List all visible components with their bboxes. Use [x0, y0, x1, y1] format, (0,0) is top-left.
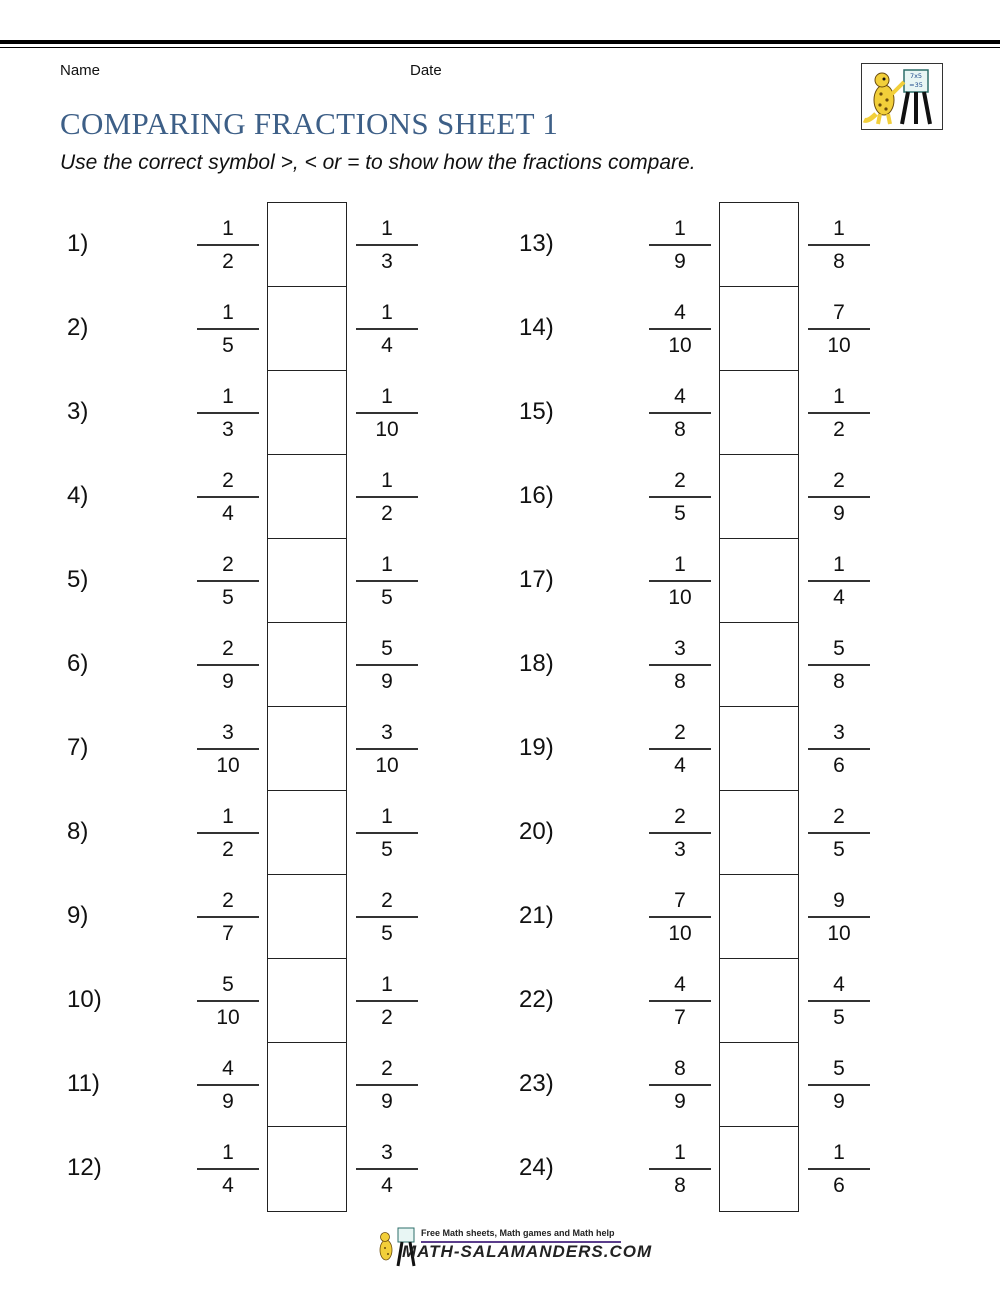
denominator: 6	[833, 753, 845, 777]
numerator: 1	[222, 301, 234, 324]
problem-number: 22)	[519, 986, 554, 1013]
denominator: 5	[674, 501, 686, 525]
denominator: 4	[381, 333, 393, 357]
fraction-bar	[649, 916, 711, 918]
denominator: 10	[668, 585, 692, 609]
numerator: 3	[381, 1141, 393, 1164]
denominator: 2	[222, 249, 234, 273]
right-fraction	[356, 719, 418, 779]
numerator: 1	[222, 1141, 234, 1164]
problem-row	[67, 874, 467, 958]
right-fraction	[808, 467, 870, 527]
problem-row	[519, 706, 919, 790]
fraction-bar	[808, 328, 870, 330]
denominator: 3	[674, 837, 686, 861]
numerator: 5	[381, 637, 393, 660]
right-fraction	[356, 803, 418, 863]
problem-row	[519, 1126, 919, 1210]
problem-row	[519, 958, 919, 1042]
top-rule-thin	[0, 47, 1000, 48]
left-fraction	[649, 971, 711, 1031]
numerator: 1	[381, 805, 393, 828]
problem-number: 16)	[519, 482, 554, 509]
numerator: 1	[222, 217, 234, 240]
problem-row	[519, 1042, 919, 1126]
numerator: 8	[674, 1057, 686, 1080]
left-fraction	[649, 551, 711, 611]
denominator: 9	[222, 1089, 234, 1113]
right-fraction	[808, 551, 870, 611]
numerator: 4	[674, 301, 686, 324]
left-fraction	[197, 1139, 259, 1199]
left-fraction	[649, 719, 711, 779]
fraction-bar	[356, 496, 418, 498]
denominator: 5	[833, 837, 845, 861]
problem-number: 23)	[519, 1070, 554, 1097]
left-fraction	[197, 215, 259, 275]
denominator: 5	[381, 837, 393, 861]
numerator: 2	[674, 805, 686, 828]
numerator: 3	[222, 721, 234, 744]
right-fraction	[808, 1139, 870, 1199]
fraction-bar	[649, 1000, 711, 1002]
problem-row	[519, 286, 919, 370]
denominator: 10	[216, 1005, 240, 1029]
problem-number: 19)	[519, 734, 554, 761]
problem-row	[67, 370, 467, 454]
page-title: COMPARING FRACTIONS SHEET 1	[60, 106, 559, 141]
problem-number: 2)	[67, 314, 89, 341]
denominator: 4	[222, 1173, 234, 1197]
denominator: 2	[222, 837, 234, 861]
left-fraction	[197, 635, 259, 695]
right-fraction	[356, 383, 418, 443]
name-label: Name	[60, 62, 101, 79]
problem-row	[67, 286, 467, 370]
fraction-bar	[197, 916, 259, 918]
denominator: 9	[833, 1089, 845, 1113]
problem-row	[519, 874, 919, 958]
numerator: 2	[222, 553, 234, 576]
instructions-text: Use the correct symbol >, < or = to show how the fractions compare.	[60, 151, 696, 174]
numerator: 1	[674, 1141, 686, 1164]
problem-row	[519, 790, 919, 874]
problem-row	[67, 538, 467, 622]
fraction-bar	[808, 664, 870, 666]
problem-row	[67, 706, 467, 790]
problem-row	[519, 538, 919, 622]
denominator: 6	[833, 1173, 845, 1197]
denominator: 10	[827, 333, 851, 357]
problem-number: 5)	[67, 566, 89, 593]
denominator: 9	[833, 501, 845, 525]
fraction-bar	[356, 664, 418, 666]
right-fraction	[356, 635, 418, 695]
denominator: 8	[674, 417, 686, 441]
denominator: 2	[833, 417, 845, 441]
numerator: 1	[833, 217, 845, 240]
left-fraction	[197, 887, 259, 947]
denominator: 8	[833, 249, 845, 273]
right-fraction	[356, 971, 418, 1031]
footer-tagline: Free Math sheets, Math games and Math help	[421, 1228, 615, 1238]
numerator: 1	[833, 553, 845, 576]
numerator: 2	[674, 469, 686, 492]
problem-row	[519, 622, 919, 706]
fraction-bar	[649, 244, 711, 246]
left-fraction	[197, 299, 259, 359]
fraction-bar	[808, 1000, 870, 1002]
left-fraction	[197, 719, 259, 779]
fraction-bar	[356, 748, 418, 750]
fraction-bar	[356, 1084, 418, 1086]
problem-number: 11)	[67, 1070, 100, 1097]
fraction-bar	[808, 1168, 870, 1170]
denominator: 4	[833, 585, 845, 609]
problem-row	[67, 790, 467, 874]
svg-text:7x5: 7x5	[909, 72, 923, 80]
problem-number: 18)	[519, 650, 554, 677]
fraction-bar	[197, 1168, 259, 1170]
numerator: 4	[833, 973, 845, 996]
left-fraction	[649, 383, 711, 443]
problem-row	[67, 622, 467, 706]
fraction-bar	[808, 916, 870, 918]
numerator: 1	[381, 469, 393, 492]
left-fraction	[197, 971, 259, 1031]
problem-number: 8)	[67, 818, 89, 845]
numerator: 2	[222, 469, 234, 492]
fraction-bar	[197, 244, 259, 246]
problem-number: 9)	[67, 902, 89, 929]
problem-row	[519, 454, 919, 538]
fraction-bar	[808, 1084, 870, 1086]
problem-number: 17)	[519, 566, 554, 593]
fraction-bar	[197, 664, 259, 666]
problem-number: 6)	[67, 650, 89, 677]
right-fraction	[356, 887, 418, 947]
fraction-bar	[356, 1000, 418, 1002]
fraction-bar	[808, 748, 870, 750]
top-rule-thick	[0, 40, 1000, 44]
problem-number: 13)	[519, 230, 554, 257]
numerator: 2	[381, 1057, 393, 1080]
denominator: 8	[833, 669, 845, 693]
numerator: 4	[674, 973, 686, 996]
denominator: 4	[674, 753, 686, 777]
denominator: 5	[222, 585, 234, 609]
denominator: 9	[222, 669, 234, 693]
fraction-bar	[808, 580, 870, 582]
denominator: 4	[222, 501, 234, 525]
problem-row	[519, 202, 919, 286]
denominator: 9	[381, 1089, 393, 1113]
denominator: 10	[668, 333, 692, 357]
left-fraction	[649, 1055, 711, 1115]
problem-number: 24)	[519, 1154, 554, 1181]
denominator: 9	[674, 1089, 686, 1113]
problem-row	[67, 1126, 467, 1210]
fraction-bar	[356, 412, 418, 414]
numerator: 1	[381, 553, 393, 576]
numerator: 7	[833, 301, 845, 324]
right-fraction	[356, 299, 418, 359]
right-fraction	[808, 215, 870, 275]
left-fraction	[649, 1139, 711, 1199]
fraction-bar	[649, 1084, 711, 1086]
left-fraction	[649, 887, 711, 947]
fraction-bar	[197, 832, 259, 834]
denominator: 9	[381, 669, 393, 693]
left-fraction	[649, 299, 711, 359]
denominator: 10	[375, 417, 399, 441]
fraction-bar	[356, 1168, 418, 1170]
fraction-bar	[649, 664, 711, 666]
problem-number: 3)	[67, 398, 89, 425]
numerator: 3	[833, 721, 845, 744]
fraction-bar	[197, 748, 259, 750]
numerator: 2	[222, 889, 234, 912]
fraction-bar	[808, 244, 870, 246]
fraction-bar	[197, 328, 259, 330]
denominator: 9	[674, 249, 686, 273]
problem-number: 21)	[519, 902, 554, 929]
date-label: Date	[410, 62, 442, 79]
fraction-bar	[356, 580, 418, 582]
left-fraction	[197, 467, 259, 527]
fraction-bar	[197, 1000, 259, 1002]
left-fraction	[649, 635, 711, 695]
numerator: 5	[222, 973, 234, 996]
numerator: 5	[833, 1057, 845, 1080]
denominator: 8	[674, 669, 686, 693]
numerator: 4	[674, 385, 686, 408]
numerator: 1	[833, 385, 845, 408]
denominator: 5	[833, 1005, 845, 1029]
numerator: 1	[674, 553, 686, 576]
left-fraction	[649, 803, 711, 863]
problem-number: 20)	[519, 818, 554, 845]
fraction-bar	[649, 496, 711, 498]
right-fraction	[808, 887, 870, 947]
fraction-bar	[197, 412, 259, 414]
numerator: 4	[222, 1057, 234, 1080]
numerator: 7	[674, 889, 686, 912]
fraction-bar	[356, 832, 418, 834]
numerator: 5	[833, 637, 845, 660]
denominator: 2	[381, 501, 393, 525]
right-fraction	[808, 803, 870, 863]
fraction-bar	[649, 748, 711, 750]
numerator: 1	[381, 385, 393, 408]
left-fraction	[197, 551, 259, 611]
fraction-bar	[649, 412, 711, 414]
numerator: 2	[222, 637, 234, 660]
problem-number: 1)	[67, 230, 89, 257]
right-fraction	[356, 551, 418, 611]
denominator: 4	[381, 1173, 393, 1197]
fraction-bar	[197, 1084, 259, 1086]
denominator: 5	[381, 921, 393, 945]
fraction-bar	[197, 580, 259, 582]
right-fraction	[808, 635, 870, 695]
right-fraction	[356, 215, 418, 275]
numerator: 1	[381, 217, 393, 240]
denominator: 5	[222, 333, 234, 357]
numerator: 2	[833, 805, 845, 828]
numerator: 1	[833, 1141, 845, 1164]
numerator: 2	[833, 469, 845, 492]
denominator: 5	[381, 585, 393, 609]
right-fraction	[356, 1139, 418, 1199]
footer-site-link[interactable]: MATH-SALAMANDERS.COM	[402, 1242, 653, 1261]
problem-number: 15)	[519, 398, 554, 425]
numerator: 1	[381, 973, 393, 996]
numerator: 3	[674, 637, 686, 660]
numerator: 1	[222, 805, 234, 828]
numerator: 2	[674, 721, 686, 744]
problem-row	[67, 454, 467, 538]
right-fraction	[808, 383, 870, 443]
problem-row	[67, 202, 467, 286]
numerator: 2	[381, 889, 393, 912]
right-fraction	[808, 299, 870, 359]
fraction-bar	[356, 916, 418, 918]
fraction-bar	[649, 580, 711, 582]
right-fraction	[356, 467, 418, 527]
denominator: 10	[827, 921, 851, 945]
fraction-bar	[808, 832, 870, 834]
numerator: 3	[381, 721, 393, 744]
numerator: 1	[222, 385, 234, 408]
problem-number: 14)	[519, 314, 554, 341]
denominator: 8	[674, 1173, 686, 1197]
problem-number: 12)	[67, 1154, 102, 1181]
svg-text:=35: =35	[909, 81, 923, 89]
denominator: 10	[375, 753, 399, 777]
fraction-bar	[649, 328, 711, 330]
fraction-bar	[356, 244, 418, 246]
left-fraction	[197, 1055, 259, 1115]
denominator: 7	[222, 921, 234, 945]
fraction-bar	[808, 496, 870, 498]
fraction-bar	[649, 832, 711, 834]
right-fraction	[808, 971, 870, 1031]
left-fraction	[197, 383, 259, 443]
numerator: 9	[833, 889, 845, 912]
left-fraction	[649, 215, 711, 275]
right-fraction	[808, 719, 870, 779]
right-fraction	[808, 1055, 870, 1115]
denominator: 10	[216, 753, 240, 777]
fraction-bar	[808, 412, 870, 414]
problem-row	[519, 370, 919, 454]
fraction-bar	[197, 496, 259, 498]
problem-number: 7)	[67, 734, 89, 761]
denominator: 3	[381, 249, 393, 273]
problem-row	[67, 1042, 467, 1126]
left-fraction	[197, 803, 259, 863]
salamander-teacher-icon	[861, 63, 943, 130]
numerator: 1	[674, 217, 686, 240]
problem-number: 4)	[67, 482, 89, 509]
problem-number: 10)	[67, 986, 102, 1013]
right-fraction	[356, 1055, 418, 1115]
denominator: 2	[381, 1005, 393, 1029]
fraction-bar	[356, 328, 418, 330]
fraction-bar	[649, 1168, 711, 1170]
denominator: 7	[674, 1005, 686, 1029]
denominator: 10	[668, 921, 692, 945]
footer-logo	[372, 1226, 653, 1268]
numerator: 1	[381, 301, 393, 324]
denominator: 3	[222, 417, 234, 441]
problem-row	[67, 958, 467, 1042]
left-fraction	[649, 467, 711, 527]
